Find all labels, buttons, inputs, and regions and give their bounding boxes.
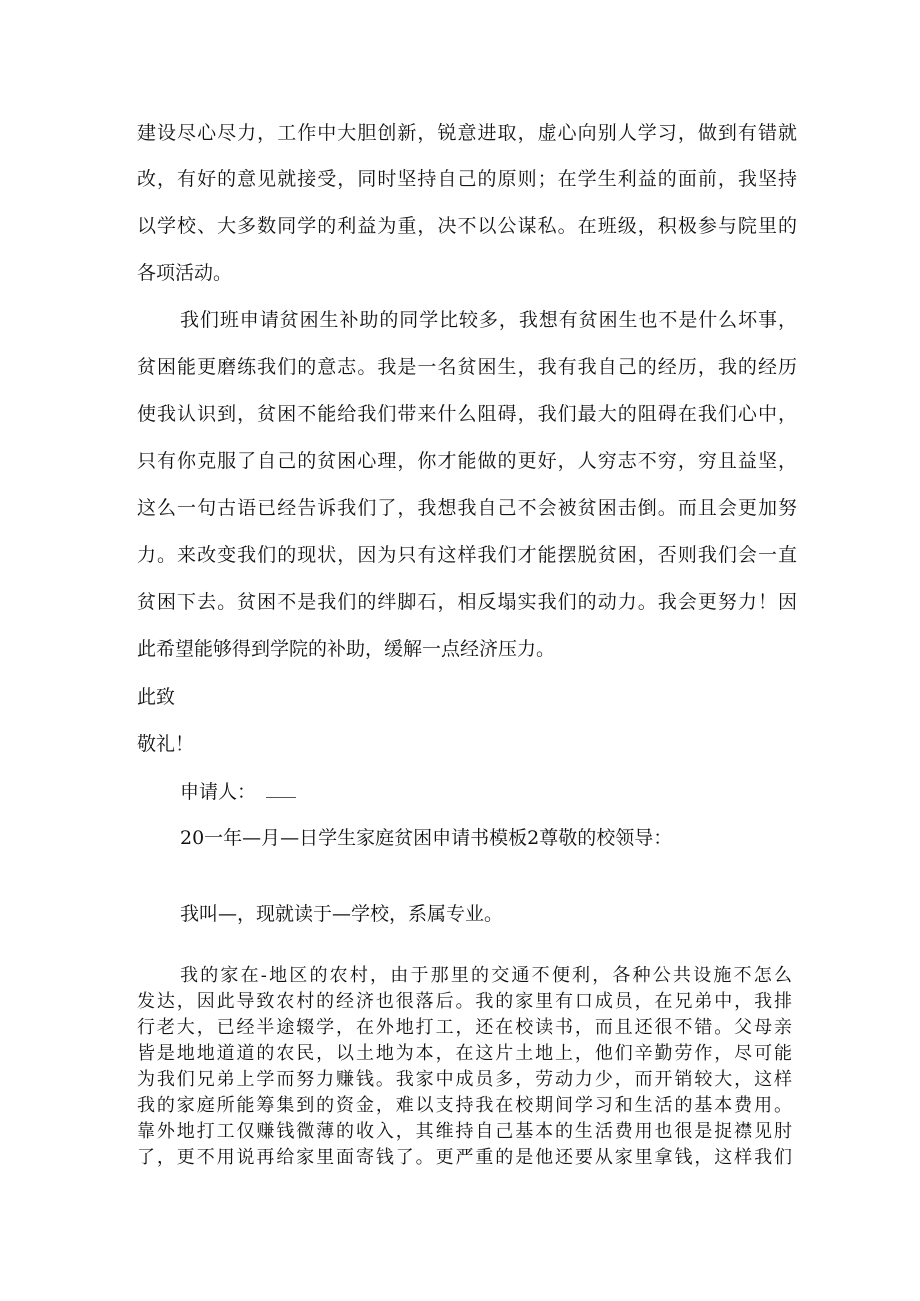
applicant-signature-blank — [266, 783, 296, 798]
paragraph-3-line-1: 我的家在-地区的农村，由于那里的交通不便利，各种公共设施不怎么 — [180, 965, 792, 986]
applicant-label: 申请人： — [180, 781, 257, 803]
paragraph-3-line-4: 皆是地地道道的农民，以土地为本，在这片土地上，他们辛勤劳作，尽可能 — [137, 1043, 792, 1064]
paragraph-3-line-2: 发达，因此导致农村的经济也很落后。我的家里有口成员，在兄弟中，我排 — [137, 991, 792, 1012]
paragraph-3-line-7: 靠外地打工仅赚钱微薄的收入，其维持自己基本的生活费用也很是捉襟见肘 — [137, 1121, 792, 1142]
paragraph-3-line-8: 了，更不用说再给家里面寄钱了。更严重的是他还要从家里拿钱，这样我们 — [137, 1147, 792, 1168]
paragraph-1-line-3: 以学校、大多数同学的利益为重，决不以公谋私。在班级，积极参与院里的 — [137, 215, 797, 237]
applicant-line — [180, 780, 480, 804]
paragraph-1-line-4: 各项活动。 — [137, 262, 233, 284]
paragraph-2-line-1: 我们班申请贫困生补助的同学比较多，我想有贫困生也不是什么坏事， — [180, 309, 797, 331]
paragraph-2-line-2: 贫困能更磨练我们的意志。我是一名贫困生，我有我自己的经历，我的经历 — [137, 356, 797, 378]
paragraph-2-line-5: 这么一句古语已经告诉我们了，我想我自己不会被贫困击倒。而且会更加努 — [137, 497, 797, 519]
paragraph-3-line-5: 为我们兄弟上学而努力赚钱。我家中成员多，劳动力少，而开销较大，这样 — [137, 1069, 792, 1090]
paragraph-3-line-3: 行老大，已经半途辍学，在外地打工，还在校读书，而且还很不错。父母亲 — [137, 1017, 792, 1038]
paragraph-2-line-6: 力。来改变我们的现状，因为只有这样我们才能摆脱贫困，否则我们会一直 — [137, 544, 797, 566]
paragraph-2-line-3: 使我认识到，贫困不能给我们带来什么阻碍，我们最大的阻碍在我们心中， — [137, 403, 797, 425]
paragraph-1-line-2: 改，有好的意见就接受，同时坚持自己的原则；在学生利益的面前，我坚持 — [137, 168, 797, 190]
regards-text: 敬礼！ — [137, 733, 195, 755]
intro-line: 我叫—，现就读于—学校，系属专业。 — [180, 903, 504, 925]
paragraph-2-line-4: 只有你克服了自己的贫困心理，你才能做的更好，人穷志不穷，穷且益坚， — [137, 450, 797, 472]
date-title-line: 20一年—月—日学生家庭贫困申请书模板2尊敬的校领导： — [180, 827, 673, 849]
paragraph-3-line-6: 我的家庭所能筹集到的资金，难以支持我在校期间学习和生活的基本费用。 — [137, 1095, 792, 1116]
paragraph-2-line-7: 贫困下去。贫困不是我们的绊脚石，相反塌实我们的动力。我会更努力！因 — [137, 591, 797, 613]
paragraph-1-line-1: 建设尽心尽力，工作中大胆创新，锐意进取，虚心向别人学习，做到有错就 — [137, 122, 797, 144]
salutation-text: 此致 — [137, 686, 176, 708]
paragraph-2-line-8: 此希望能够得到学院的补助，缓解一点经济压力。 — [137, 638, 556, 660]
